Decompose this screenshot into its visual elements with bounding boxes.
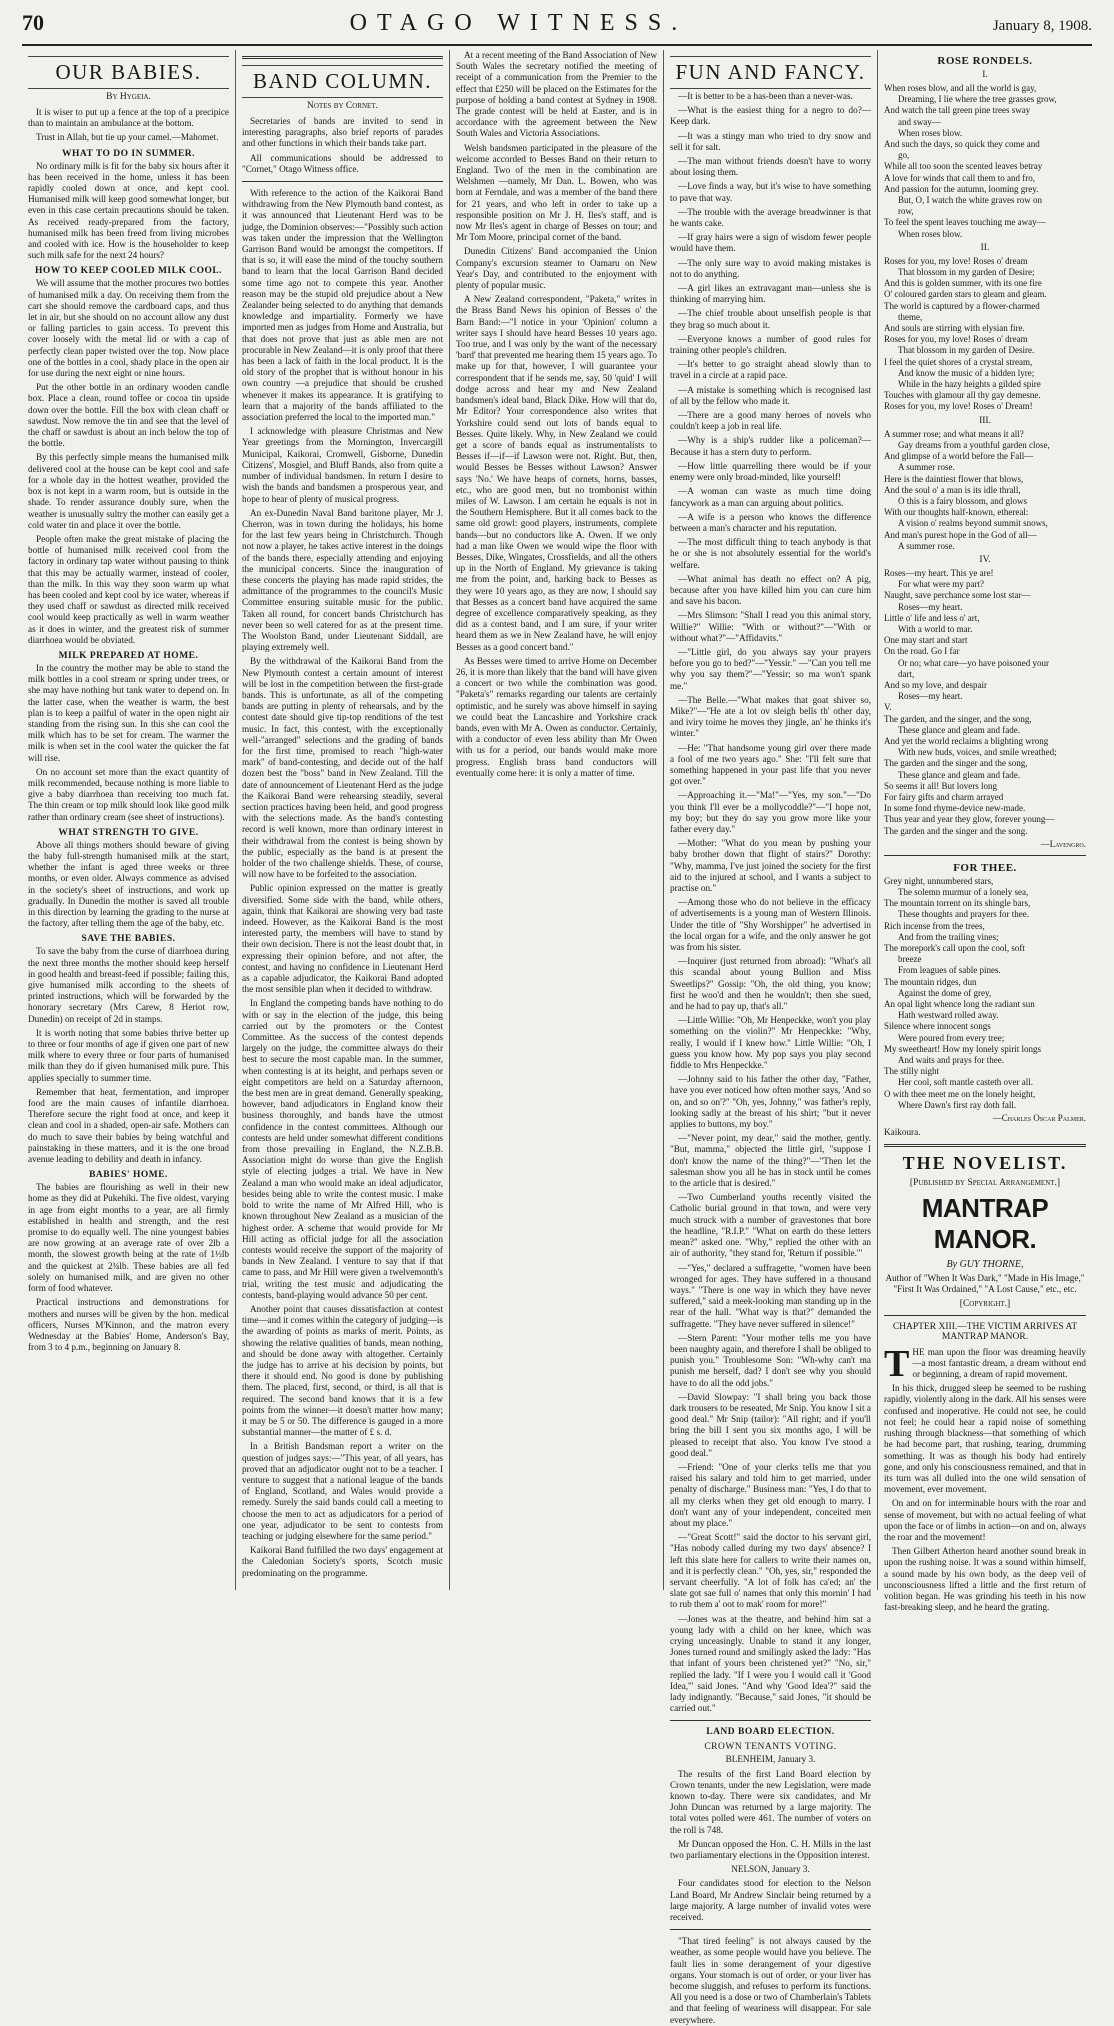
joke-item: —Why is a ship's rudder like a policeman?—Because it has a stern duty to perform. (670, 435, 871, 457)
band-notice (242, 116, 443, 175)
joke-item: —"Never point, my dear," said the mother, gently. "But, mamma," objected the little girl, "suppose I don't know the name of the thing?"—"Then let the salesman show you all he has in stock until he comes to the article that is desired." (670, 1133, 871, 1189)
land-paragraph-1: The results of the first Land Board election by Crown tenants, under the new Legislation, were made known to-day. There were six candidates, and Mr John Duncan was returned by a large majority. The total votes polled were 461. The number of voters on the roll is 748. (670, 1768, 871, 1835)
poem-line: Against the dome of grey, (898, 987, 992, 998)
land-subtitle: CROWN TENANTS VOTING. (704, 1742, 837, 1753)
joke-item: —Johnny said to his father the other day, "Father, have you ever noticed how often mother says, 'And so on, and so on'?" "Oh, yes, Johnny," was father's reply, looking sadly at the breast of his shirt; "but it never applies to buttons, my boy." (670, 1074, 871, 1130)
joke-item: —A mistake is something which is recognised last of all by the fellow who made it. (670, 384, 871, 406)
poem-line: I feel the quiet shores of a crystal stream, (884, 356, 1033, 367)
poem-line: So seems it all! But lovers long (884, 780, 997, 791)
novel-author: By GUY THORNE, (946, 1259, 1024, 1271)
notice-paragraph: Secretaries of bands are invited to send in interesting paragraphs, also brief reports of parades and other functions in which their bands take part. (242, 116, 443, 149)
divider (884, 1144, 1086, 1147)
joke-item: —What is the easiest thing for a negro to do?—Keep dark. (670, 105, 871, 127)
poem-line: A summer rose; and what means it all? (884, 428, 1024, 439)
joke-item: —The chief trouble about unselfish people is that they brag so much about it. (670, 308, 871, 330)
thee-title: FOR THEE. (953, 861, 1017, 874)
joke-item: —How little quarrelling there would be if your enemy were only broad-minded, like yourself! (670, 460, 871, 483)
masthead (22, 10, 1092, 46)
joke-item: —The trouble with the average breadwinner is that he wants cake. (670, 206, 871, 229)
stanza-numeral: IV. (979, 554, 991, 565)
poem-line: These thoughts and prayers for thee. (898, 909, 1029, 920)
babies-quote: Trust in Allah, but tie up your camel.—Mahomet. (36, 132, 219, 143)
paragraph: Kaikorai Band fulfilled the two days' engagement at the Caledonian Society's sports, Scotch music predominating on the programme. (242, 1545, 443, 1578)
paragraph: To save the baby from the curse of diarrhoea during the next three months the mother should keep herself in good health and breast-feed if possible; failing this, give humanised milk according to the sheets of printed instructions, which will be forwarded by the honorary secretary (Mrs Carew, 8 Heriot row, Dunedin) on receipt of 2d in stamps. (28, 946, 229, 1024)
poem-line: Silence where innocent songs (884, 1021, 991, 1032)
issue-date: January 8, 1908. (992, 18, 1092, 34)
paragraph: By this perfectly simple means the humanised milk delivered cool at the house can be kept cool and safe for a whole day in the hottest weather, provided the box is not kept in a warm room, but is outside in the shade. To render assurance doubly sure, when the weather is unusually sultry the mother can easily get a cold water tin and place it over the bottle. (28, 452, 229, 530)
poem-line: When roses blow. (898, 127, 963, 138)
poem-line: The garden and the singer and the song, (884, 758, 1028, 769)
divider (242, 181, 443, 182)
section-heading: WHAT STRENGTH TO GIVE. (58, 827, 199, 838)
poem-line: With a world to mar. (898, 623, 973, 634)
poem-line: While in the hazy heights a gilded spire (898, 379, 1041, 390)
joke-item: —The man without friends doesn't have to worry about losing them. (670, 156, 871, 178)
paragraph: Remember that heat, fermentation, and improper food are the main causes of infantile diarrhoea. Therefore secure the right food at once, and keep it clean and cool in a shaded, open-air safe. Mothers can do much to save their babies by being watchful and painstaking in these matters, and it is the one broad avenue leading to debility and death in infancy. (28, 1086, 229, 1165)
paragraph: Put the other bottle in an ordinary wooden candle box. Place a clean, round toffee or cocoa tin upside down over the bottle. Fill the box with clean chaff or sawdust. Now remove the tin and see that the level of the chaff or sawdust is about an inch below the top of the bottle. (28, 382, 229, 449)
poem-line: Where Dawn's first ray doth fall. (898, 1099, 1017, 1110)
land-place-2: NELSON, January 3. (731, 1864, 810, 1875)
poem-line: O this is a fairy blossom, and glows (898, 495, 1027, 506)
paragraph: A New Zealand correspondent, "Paketa," writes in the Brass Band News his opinion of Besses o' the Barn Band:—"I notice in your 'Opinion' column a writer says I should have heard Besses 10 years ago. Too true, and I was only by the want of the necessary 'bard' that prevented me hearing them 15 years ago. To make up for that, however, I will guarantee your correspondent that if he sends me, say, 50 'quid' I will dodge across and hear my and New Zealand bandsmen's ideal band, Black Dike. How will that do, Mr Editor? Your correspondence also writes that Yorkshire could send out lots of bands equal to Besses. Quite likely. Why, in New Zealand we could get a score of bands equal as instrumentalists to Besses if—if—if Lawson were not. Right. But, then, would Besses be Besses without Lawson? Answer says 'No.' We have heaps of cornets, horns, basses, etc., who are good men, but no trombonist within miles of W. Lawson. I am certain he equals is not in the Southern Hemisphere. But it all comes back to the same old growl: good players, instruments, complete bands—but no conductors like A. Owen. If we only had a man like Owen we would wipe the floor with Besses, Dike, Wingates, Crossfields, and all the others up in the North of England. My grievance is taking me from the point, and, harking back to Besses as they were 10 years ago, as they are now, I should say that Besses as a concert band have acquired the same degree of excellence comparatively speaking, as they did as a contest band, and I am sure, if your writer heard them as we in New Zealand have, he will enjoy Besses as a good concert band." (456, 294, 657, 652)
joke-item: —Little Willie: "Oh, Mr Henpeckke, won't you play something on the violin?" Mr Henpeckke: "Why, really, I would if I knew how." Little Willie: "Oh, I guess you know how. My pop says you play second fiddle to Mrs Henpeckke." (670, 1015, 871, 1071)
divider (884, 855, 1086, 856)
stanza-numeral: II. (980, 242, 990, 253)
poem-line: On the road. Go I far (884, 646, 960, 657)
poem-line: Roses—my heart. (898, 601, 963, 612)
poem-line: And souls are stirring with elysian fire. (884, 323, 1025, 334)
band-paragraphs (242, 188, 443, 1579)
joke-item: —The only sure way to avoid making mistakes is not to do anything. (670, 257, 871, 279)
paragraph: It is worth noting that some babies thrive better up to three or four months of age if given one part of new milk where to every three or four parts of humanised milk than they do if given humanised milk pure. This applies specially to summer time. (28, 1027, 229, 1083)
poem-line: and sway— (898, 116, 941, 127)
joke-item: —"Great Scott!" said the doctor to his servant girl, "Has nobody called during my two days' absence? I left this slate here for callers to write their names on, and it is perfectly clean." "Oh, yes, sir," responded the servant cheerfully. "A lot of folk has ca'ed; an' the slate got sae full o' names that only this mornin' I had to rub them a' oot to mak' room for more!" (670, 1532, 871, 1610)
poem-line: Hath westward rolled away. (898, 1010, 999, 1021)
joke-item: —Love finds a way, but it's wise to have something to pave that way. (670, 181, 871, 203)
section-heading: MILK PREPARED AT HOME. (58, 650, 199, 661)
poem-line: That blossom in my garden of Desire. (898, 345, 1035, 356)
rose-title: ROSE RONDELS. (937, 55, 1033, 67)
poem-line: The stilly night (884, 1066, 939, 1077)
poem-line: Touches with glamour all thy gay demesne. (884, 390, 1041, 401)
joke-item: —Mrs Slimson: "Shall I read you this animal story, Willie?" Willie: "With or without?"—"With or without what?"—"Affidavits." (670, 610, 871, 643)
paragraph: In a British Bandsman report a writer on the question of judges says:—"This year, of all years, has proved that an adjudicator ought not to be a teacher. I venture to suggest that a national league of the bands of England, Scotland, and Wales would provide a remedy. Surely the said bands could call a meeting to choose the men to act as adjudicators for a period of one year, adjudicator to be sent to contests from teaching or judging elsewhere for the same period." (242, 1441, 443, 1541)
stanza-numeral: III. (979, 415, 991, 426)
poem-line: V. (884, 702, 892, 713)
poem-line: When roses blow. (898, 228, 963, 239)
poem-line: These glance and gleam and fade. (898, 724, 1020, 735)
column-poems (878, 50, 1092, 1613)
poem-line: And know the music of a hidden lyre; (898, 367, 1035, 378)
section-heading: SAVE THE BABIES. (81, 934, 176, 945)
poem-line: row, (898, 206, 914, 217)
poem-line: The garden and the singer and the song. (884, 825, 1028, 836)
rose-stanzas (884, 70, 1086, 837)
poem-line: The world is captured by a flower-charmed (884, 300, 1040, 311)
poem-line: These glance and gleam and fade. (898, 769, 1020, 780)
poem-line: The mountain torrent on its shingle bars, (884, 898, 1031, 909)
joke-item: —Inquirer (just returned from abroad): "What's all this scandal about young Bullion and Miss Sweetlips?" Gossip: "Oh, the old thing, you know; first he woo'd and then he wouldn't; then she sued, and he had to pay up, that's all." (670, 956, 871, 1012)
poem-line: And this is golden summer, with its one fire (884, 278, 1042, 289)
poem-line: Here is the daintiest flower that blows, (884, 473, 1024, 484)
paragraph: No ordinary milk is fit for the baby six hours after it has been received in the home, unless it has been rapidly cooled down at once, and kept cool. Humanised milk will keep good somewhat longer, but even in this case certain precautions should be taken. As received ready-prepared from the factory, humanised milk has been freed from living microbes and cooled with ice. How is the householder to keep such milk safe for the next 24 hours? (28, 160, 229, 261)
joke-item: —He: "That handsome young girl over there made a fool of me two years ago." She: "I'll felt sure that something happened in your past life that you never got over." (670, 742, 871, 787)
novel-note: [Published by Special Arrangement.] (909, 1178, 1061, 1189)
poem-line: And man's purest hope in the God of all— (884, 529, 1037, 540)
poem-line: Roses—my heart. (898, 691, 963, 702)
paragraph: At a recent meeting of the Band Association of New South Wales the secretary notified the meeting of receipt of a communication from the Premier to the effect that £250 will be placed on the Estimates for the purpose of holding a band contest at Sydney in 1908. The grade contest will be held at Easter, and is in accordance with the agreement between the New South Wales and Victoria Associations. (456, 50, 657, 139)
poem-line: For fairy gifts and charm arrayed (884, 791, 1004, 802)
poem-line: The garden, and the singer, and the song, (884, 713, 1032, 724)
poem-line: While all too soon the scented leaves betray (884, 161, 1043, 172)
poem-line: Thus year and year they glow, forever young— (884, 814, 1055, 825)
paragraph: The babies are flourishing as well in their new home as they did at Pukehiki. The five oldest, varying in age from eight months to a year, are all firmly established in health and strength, and the rest promise to do equally well. The nine youngest babies are now growing at an average rate of over 2lb a month, the slowest growth being at the rate of 1½lb and the quickest at 2¾lb. These babies are all fed solely on humanised milk, and are given no other form of food whatever. (28, 1182, 229, 1294)
paragraph: An ex-Dunedin Naval Band baritone player, Mr J. Cherron, was in town during the holidays, his home for the last few years being in Christchurch. Though not now a player, he takes active interest in the doings of the bands there, especially attending and enjoying the municipal concerts. Since the inauguration of these concerts the playing has made rapid strides, the admittance of the programmes to the council's Music Committee ensuring suitable music for the public. Taken all round, for concert bands Christchurch has never been so well catered for as at the present time. The Woolston Band, under Lieutenant Siddall, are playing extremely well. (242, 507, 443, 653)
joke-item: —Friend: "One of your clerks tells me that you raised his salary and told him to get married, under penalty of discharge." Business man: "Yes, I do that to all my clerks when they get old enough to marry. I don't want any of your independent, conceited men about my place." (670, 1461, 871, 1528)
divider (670, 1720, 871, 1721)
paragraph: People often make the great mistake of placing the bottle of humanised milk received cool from the factory in ordinary tap water without pausing to think that this may be actually warmer, instead of cooler, than the milk. In this way they soon warm up what has been cooled and kept cool by ice water, whereas if they used chaff or sawdust as directed milk received cool would keep practically as well in warm weather as it does in winter, and the greatest risk of summer diarrhoea would be obviated. (28, 533, 229, 645)
rose-signature: —Lavengro. (1040, 838, 1086, 849)
land-paragraph-3: Four candidates stood for election to the Nelson Land Board, Mr Andrew Sinclair being returned by a large majority. A large number of invalid votes were received. (670, 1878, 871, 1923)
columns (22, 50, 1092, 2025)
land-paragraph-2: Mr Duncan opposed the Hon. C. H. Mills in the last two parliamentary elections in the Opposition interest. (670, 1838, 871, 1861)
land-place-1: BLENHEIM, January 3. (725, 1754, 816, 1765)
poem-line: O with thee meet me on the lonely height, (884, 1088, 1036, 1099)
fun-title: FUN AND FANCY. (670, 56, 871, 89)
novel-title: MANTRAP MANOR. (921, 1193, 1049, 1255)
paragraph: On no account set more than the exact quantity of milk recommended, because nothing is more liable to give a baby diarrhoea than receiving too much fat. The thin cream or top milk should look like good milk rather than ordinary cream (see sheet of instructions). (28, 766, 229, 822)
paragraph: We will assume that the mother procures two bottles of humanised milk a day. On receiving them from the cart she should remove the cardboard caps, and thus let in air, but she should on no account allow any dust or falling particles to gain access. To prevent this cover loosely with the metal lid or with a cap of perfectly clean paper twisted over the top. Now place one of the bottles in a cool, shady place in the open air for use during the next eight or nine hours. (28, 278, 229, 379)
joke-item: —Jones was at the theatre, and behind him sat a young lady with a child on her knee, which was crying unceasingly. Unable to stand it any longer, Jones turned round and smilingly asked the lady: "Has that infant of yours been christened yet?" "No, sir," replied the lady. "If I were you I would call it 'Good Idea,'" said Jones. "And why 'Good Idea'?" said the lady indignantly. "Because," said Jones, "it should be carried out." (670, 1613, 871, 1714)
poem-line: One may start and start (884, 635, 968, 646)
poem-line: A summer rose. (898, 540, 955, 551)
column-band-continued (450, 50, 664, 1590)
poem-line: My sweetheart! How my lonely spirit longs (884, 1043, 1041, 1054)
poem-line: go, (898, 150, 910, 161)
paragraph: In the country the mother may be able to stand the milk bottles in a cool stream or spring under trees, or she may have nothing but tank water to depend on. In the latter case, when the weather is warm, the best plan is to keep a pailful of water in the open night air standing from the rising sun. In this she can cool the milk which has to be set for cream. The warmer the milk is when set in the cool water the quicker the fat will rise. (28, 662, 229, 763)
band-title: BAND COLUMN. (242, 65, 443, 98)
divider (884, 1315, 1086, 1316)
novelist-header: THE NOVELIST. (902, 1153, 1068, 1174)
paragraph: On and on for interminable hours with the roar and sense of movement, but with no actual feeling of what upon the face or of limbs in action—on and on, always the roar and the movement! (884, 1498, 1086, 1542)
paragraph: Then Gilbert Atherton heard another sound break in upon the rushing noise. It was a sound within himself, a sound made by his own body, as the deep veil of unconsciousness lifted a little and the first return of volition began. He was grinding his teeth in his now fast-breaking sleep, and he heard the grating. (884, 1546, 1086, 1613)
poem-line: Roses for you, my love! Roses o' dream (884, 255, 1028, 266)
joke-item: —A wife is a person who knows the difference between a man's character and his reputation. (670, 511, 871, 533)
column-band (236, 50, 450, 1590)
joke-item: —The Belle.—"What makes that goat shiver so, Mike?"—"He ate a lot ov sleigh bells th' other day, and iviry toime he moves they jingle, an' he thinks it's winter." (670, 694, 871, 739)
poem-line: But, O, I watch the white graves row on (898, 195, 1042, 206)
stanza-numeral: I. (982, 70, 988, 80)
poem-line: Roses for you, my love! Roses o' dream (884, 334, 1028, 345)
poem-line: From leagues of sable pines. (898, 965, 1001, 976)
joke-item: —Stern Parent: "Your mother tells me you have been naughty again, and therefore I shall be obliged to punish you." Troublesome Son: "Wh-why can't ma punish me herself, dad? I don't see why you should have to do all the odd jobs." (670, 1332, 871, 1388)
poem-line: And waits and prays for thee. (898, 1055, 1004, 1066)
novel-copyright: [Copyright.] (959, 1298, 1011, 1309)
section-heading: BABIES' HOME. (89, 1170, 168, 1181)
fun-items (670, 91, 871, 1714)
joke-item: —"Yes," declared a suffragette, "women have been wronged for ages. They have suffered in a thousand ways." "There is one way in which they have never suffered," said a meek-looking man standing up in the rear of the hall. "What way is that?" demanded the suffragette. "They have never suffered in silence!" (670, 1262, 871, 1329)
joke-item: —It's better to go straight ahead slowly than to travel in a circle at a rapid pace. (670, 359, 871, 381)
poem-line: The solemn murmur of a lonely sea, (898, 887, 1029, 897)
poem-line: A love for winds that call them to and fro, (884, 172, 1035, 183)
column-babies (22, 50, 236, 1590)
thee-signature: —Charles Oscar Palmer. (992, 1113, 1086, 1124)
poem-line: And such the days, so quick they come and (884, 139, 1040, 150)
poem-line: Naught, save perchance some lost star— (884, 590, 1031, 601)
joke-item: —Two Cumberland youths recently visited the Catholic burial ground in that town, and were very much struck with a number of gravestones that bore the headline, "R.I.P." "What on earth do these letters mean?" asked one. "Why," replied the other with an air of authority, "they stand for, 'Return if possible.'" (670, 1192, 871, 1259)
poem-line: To feel the spent leaves touching me away— (884, 217, 1046, 228)
poem-line: That blossom in my garden of Desire; (898, 267, 1035, 278)
land-title: LAND BOARD ELECTION. (706, 1727, 835, 1738)
poem-line: The mountain ridges, dun (884, 976, 977, 987)
poem-line: theme, (898, 311, 923, 322)
poem-line: The morepork's call upon the cool, soft (884, 943, 1025, 954)
section-heading: HOW TO KEEP COOLED MILK COOL. (34, 266, 223, 277)
poem-line: Gay dreams from a youthful garden close, (898, 439, 1050, 450)
joke-item: —It is better to be a has-been than a never-was. (678, 91, 853, 101)
drop-cap: T (884, 1342, 910, 1385)
poem-line: O' coloured garden stars to gleam and gleam. (884, 289, 1047, 300)
poem-line: With new buds, voices, and smile wreathed; (898, 747, 1057, 758)
poem-line: Roses for you, my love! Roses o' Dream! (884, 401, 1033, 412)
poem-line: Roses—my heart. This ye are! (884, 567, 994, 578)
poem-line: In some fond rhyme-device new-made. (884, 803, 1026, 814)
paragraph: In his thick, drugged sleep he seemed to be rushing rapidly, violently along in the dark. All his senses were confused and inoperative. He could not see, he could not feel; he could hear a rapid noise of something rushing through blackness—that something of which he had become part, that rushing, tearing, drumming something. It was as though his body had entirely gone, and only his consciousness remained, and that in its turn was all dulled into the one wild sensation of movement, ever movement. (884, 1383, 1086, 1495)
paragraph: As Besses were timed to arrive Home on December 26, it is more than likely that the band will have given a concert or two while the combination was good. "Paketa's" remarks regarding our talents are certainly optimistic, and he surely was above himself in saying we could beat the Lancashire and Yorkshire crack bands, even with Mr A. Owen as conductor. Certainly, with a conductor of even less ability than Mr Owen with us for a period, our bands would make more progress. English brass band conductors will eventually come here: it is only a matter of time. (456, 655, 657, 778)
joke-item: —What animal has death no effect on? A pig, because after you have killed him you can cure him and save his bacon. (670, 573, 871, 607)
poem-line: Her cool, soft mantle casteth over all. (898, 1077, 1033, 1088)
poem-line: Grey night, unnumbered stars, (884, 875, 994, 886)
babies-byline: By Hygeia. (106, 92, 151, 102)
poem-line: And yet the world reclaims a blighting wrong (884, 735, 1049, 746)
poem-line: With our thoughts half-known, ethereal: (884, 507, 1029, 518)
novel-chapter: CHAPTER XIII.—THE VICTIM ARRIVES AT MANTRAP MANOR. (892, 1321, 1078, 1342)
poem-line: And so my love, and despair (884, 679, 987, 690)
joke-item: —If gray hairs were a sign of wisdom fewer people would have them. (670, 232, 871, 254)
poem-line: A vision o' realms beyond summit snows, (898, 518, 1048, 529)
joke-item: —Mother: "What do you mean by pushing your baby brother down that flight of stairs?" Dorothy: "Why, mamma, I've just joined the society for the first aid to the injured at school, and I wants a subject to practise on." (670, 838, 871, 893)
paragraph: I acknowledge with pleasure Christmas and New Year greetings from the Mornington, Invercargill Municipal, Kaikorai, Cromwell, Gisborne, Dunedin Citizens', Mosgiel, and Bluff Bands, also from quite a number of individual bandsmen. In return I desire to wish the bands and bandsmen a prosperous year, and hope to hear of plenty of musical progress. (242, 426, 443, 504)
paragraph: Above all things mothers should beware of giving the baby full-strength humanised milk at the start, whether the infant is aged three weeks or three months, or even older. Always commence as advised in the society's sheet of instructions, and work up gradually. In Dunedin the mother is saved all trouble in this direction by learning the grading to the nurse at the factory, after telling them the age of the baby, etc. (28, 839, 229, 929)
joke-item: —Approaching it.—"Ma!"—"Yes, my son."—"Do you think I'll ever be a mollycoddle?"—"I hope not, my boy; but they do say you grow more like your father every day." (670, 790, 871, 834)
paragraph: By the withdrawal of the Kaikorai Band from the New Plymouth contest a certain amount of interest will be lost in the competition between the first-grade bands. This is unfortunate, as all of the competing bands are putting in plenty of rehearsals, and by the contest date should give tip-top renditions of the test music. In fact, this contest, with the exceptionally well-"arranged" selections and the grading of bands for the first time, promised to reach "high-water mark" of band-contesting, and decide out of the half dozen best the "boss" band in New Zealand. Till the date of announcement of Lieutenant Herd as the judge the Kaikorai Band were rehearsing steadily, several section practices having been held, and good progress with the selections made. As the band's contesting record is well known, more than ordinary interest in their withdrawal from the contest is being shown by the public, especially as the band is at present the holder of the two challenge shields. These, of course, will now have to be forfeited to the association. (242, 656, 443, 880)
page-number: 70 (22, 10, 44, 35)
joke-item: —The most difficult thing to teach anybody is that he or she is not absolutely essential for the world's welfare. (670, 537, 871, 570)
joke-item: —It was a stingy man who tried to dry snow and sell it for salt. (670, 130, 871, 152)
poem-line: And passion for the autumn, looming grey. (884, 183, 1039, 194)
poem-line: Or no; what care—yo have poisoned your (898, 657, 1049, 668)
joke-item: —There are a good many heroes of novels who couldn't keep a job in real life. (670, 410, 871, 432)
babies-motto: It is wiser to put up a fence at the top of a precipice than to maintain an ambulance at the bottom. (28, 107, 229, 129)
section-heading: WHAT TO DO IN SUMMER. (61, 148, 196, 159)
paragraph: With reference to the action of the Kaikorai Band withdrawing from the New Plymouth band contest, as it was announced that Lieutenant Herd was to be judge, the Dominion observes:—"Possibly such action was taken under the impression that the Wellington Garrison Band would be amongst the competitors. If that is so, it will ease the mind of the touchy southern band to learn that the local Garrison Band decided some time ago not to compete this year. Another reason may be the stupid old prejudice about a New Zealander being selected to do anything that demands knowledge and impartiality. Formerly we have imported men as judges from Home and Australia, but that does not prove that just as able men are not procurable in New Zealand—it is only proof that there has been a lack of faith in the local product. It is the old story of the prophet that is without honour in his own country —a prejudice that should be crushed whenever it makes its appearance. It is gratifying to learn that a majority of the bands affiliated to the association preferred the local to the imported man." (242, 188, 443, 423)
notice-paragraph: All communications should be addressed to "Cornet," Otago Witness office. (242, 152, 443, 174)
joke-item: —A woman can waste as much time doing fancywork as a man can arguing about politics. (670, 486, 871, 508)
column-fun (664, 50, 878, 2025)
band-byline: Notes by Cornet. (307, 101, 378, 111)
babies-sections (28, 149, 229, 1354)
poem-line: breeze (898, 954, 922, 965)
paragraph: THE man upon the floor was dreaming heavily—a most fantastic dream, a dream without end or beginning, a dream of rapid movement. (884, 1342, 1086, 1385)
poem-line: And the soul o' a man is its idle thrall, (884, 484, 1021, 495)
poem-line: An opal light whence long the radiant sun (884, 999, 1035, 1010)
paragraph: In England the competing bands have nothing to do with or say in the election of the judge, this being carried out by the promoters or the Contest Committee. As the success of the contest depends largely on the judge, the committee always do their best to secure the most capable man. In the summer, when contesting is at its height, and perhaps seven or eight competitors are held on a Saturday afternoon, the best men are in great demand. Generally speaking, however, band adjudicators in England know their business thoroughly, and bands have the utmost confidence in the contest committees. Although our contests are held under somewhat different conditions from those prevailing in England, the N.Z.B.B. Association might do worse than give the English style of electing judges a trial. We have in New Zealand a man who would make an ideal adjudicator, besides being able to write the contest music. I make bold to write the name of Mr Alfred Hill, who is known throughout New Zealand as a musician of the highest order. A scheme that would provide for Mr Hill acting as official judge for all the association contests would receive the support of the majority of bands in New Zealand. I venture to say that if that came to pass, and Mr Hill were given a twelvemonth's trial, writing the test music and adjudicating the contests, band-playing would advance 50 per cent. (242, 998, 443, 1300)
band-paragraphs-continued (456, 50, 657, 779)
poem-line: And from the trailing vines; (898, 931, 999, 942)
novel-paragraphs (884, 1342, 1086, 1614)
divider (242, 56, 443, 59)
thee-place: Kaikoura. (884, 1127, 921, 1138)
advert-tablets: "That tired feeling" is not always caused by the weather, as some people would have you believe. The fault lies in some derangement of your digestive organs. Your stomach is out of order, or your liver has become sluggish, and refuses to perform its functions. All you need is a dose or two of Chamberlain's Tablets and that feeling of weariness will disappear. For sale everywhere. (670, 1936, 871, 2025)
paragraph: Public opinion expressed on the matter is greatly diversified. Some side with the band, while others, again, think that Kaikorai are showing very bad taste indeed. However, as the Kaikorai Band is the most interested party, the members will have to stand by their own decision. There is not the least doubt that, in expressing their opinion before, and not after, the contest, and having no confidence in Lieutenant Herd as a capable adjudicator, the Kaikorai Band adopted the most sensible plan when it decided to withdraw. (242, 883, 443, 995)
joke-item: —"Little girl, do you always say your prayers before you go to bed?"—"Yessir." —"Can you tell me why you say them?"—"Yessir; so ma won't spank me." (670, 646, 871, 691)
babies-title: OUR BABIES. (28, 56, 229, 89)
joke-item: —Among those who do not believe in the efficacy of advertisements is a young man of Western Illinois. Under the title of "Shy Worshipper" he advertised in the local organ for a wife, and the only answer he got was from his sister. (670, 897, 871, 953)
poem-line: Rich incense from the trees, (884, 920, 985, 931)
joke-item: —A girl likes an extravagant man—unless she is thinking of marrying him. (670, 283, 871, 305)
poem-line: Little o' life and less o' art, (884, 612, 980, 623)
poem-line: When roses blow, and all the world is gay, (884, 83, 1037, 93)
paragraph: Another point that causes dissatisfaction at contest time—and it comes within the category of judging—is the awarding of points as marks of merit. Points, as showing the relative qualities of bands, mean nothing, and should be done away with altogether. Certainly the judge has to arrive at his decision by points, but there it should end. No good is done by publishing them. The placed, first, second, or third, is all that is required. The second band knows that it is a few points from the winner—it doesn't matter how many; it may be 5 or 50. The difference is gauged in a more substantial manner—the matter of £ s. d. (242, 1303, 443, 1438)
poem-line: A summer rose. (898, 462, 955, 473)
poem-line: Were poured from every tree; (898, 1032, 1005, 1043)
poem-line: dart, (898, 668, 915, 679)
poem-line: Dreaming, I lie where the tree grasses grow, (898, 94, 1057, 105)
divider (670, 1929, 871, 1930)
thee-lines (884, 876, 1086, 1111)
poem-line: And glimpse of a world before the Fall— (884, 451, 1034, 462)
poem-line: For what were my part? (898, 579, 984, 590)
paragraph: Dunedin Citizens' Band accompanied the Union Company's excursion steamer to Oamaru on New Year's Day, and contributed to the enjoyment with plenty of popular music. (456, 246, 657, 291)
paragraph: Welsh bandsmen participated in the pleasure of the welcome accorded to Besses Band on their return to England. Two of the men in the combination are Welshmen —namely, Mr Dan. L. Bowen, who was born at Ferndale, and was a member of the band there for 21 years, and who left in order to take up a responsible position on Mr J. H. Iles's staff, and is now Mr Iles's agent in charge of Besses on tour; and Mr Tom Moore, principal cornet of the band. (456, 142, 657, 243)
paragraph: Practical instructions and demonstrations for mothers and nurses will be given by the hon. medical officers, Nurses M'Kinnon, and the matron every Wednesday at the Babies' Home, Anderson's Bay, from 3 to 4 p.m., beginning on January 8. (28, 1297, 229, 1353)
joke-item: —Everyone knows a number of good rules for training other people's children. (670, 333, 871, 356)
novel-credits: Author of "When It Was Dark," "Made in His Image," "First It Was Ordained," "A Lost Cause," etc., etc. (885, 1273, 1085, 1295)
poem-line: And watch the tall green pine trees sway (884, 105, 1031, 116)
paper-name: OTAGO WITNESS. (349, 10, 688, 36)
joke-item: —David Slowpay: "I shall bring you back those dark trousers to be reseated, Mr Snip. You know I sit a good deal." Mr Snip (tailor): "All right; and if you'll bring the bill I sent you six months ago, I will be pleased to receipt that also. You know I've stood a good deal." (670, 1391, 871, 1458)
